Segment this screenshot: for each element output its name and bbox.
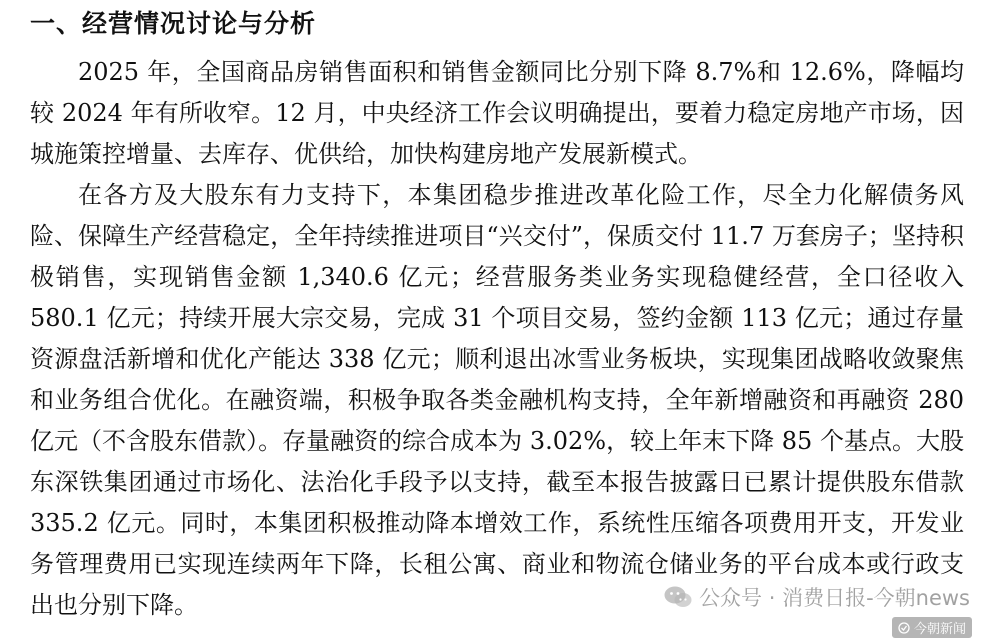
section-heading: 一、经营情况讨论与分析 bbox=[30, 9, 317, 38]
news-icon bbox=[898, 622, 910, 634]
corner-source-badge bbox=[892, 617, 972, 638]
wechat-icon bbox=[663, 584, 693, 610]
paragraph-market-overview: 2025 年，全国商品房销售面积和销售金额同比分别下降 8.7%和 12.6%，降幅均较 2024 年有所收窄。12 月，中央经济工作会议明确提出，要着力稳定房地产市场，因城施策控增量、去库存、优供给，加快构建房地产发展新模式。 bbox=[30, 58, 964, 168]
paragraph-group-operations: 在各方及大股东有力支持下，本集团稳步推进改革化险工作，尽全力化解债务风险、保障生产经营稳定，全年持续推进项目“兴交付”，保质交付 11.7 万套房子；坚持积极销售，实现销售金额 1,340.6 亿元；经营服务类业务实现稳健经营，全口径收入 580.1 亿元；持续开展大宗交易，完成 31 个项目交易，签约金额 113 亿元；通过存量资源盘活新增和优化产能达 338 亿元；顺利退出冰雪业务板块，实现集团战略收敛聚焦和业务组合优化。在融资端，积极争取各类金融机构支持，全年新增融资和再融资 280 亿元（不含股东借款）。存量融资的综合成本为 3.02%，较上年末下降 85 个基点。大股东深铁集团通过市场化、法治化手段予以支持，截至本报告披露日已累计提供股东借款 335.2 亿元。同时，本集团积极推动降本增效工作，系统性压缩各项费用开支，开发业务管理费用已实现连续两年下降，长租公寓、商业和物流仓储业务的平台成本或行政支出也分别下降。 bbox=[30, 181, 964, 619]
wechat-watermark bbox=[659, 582, 974, 612]
watermark-text: 公众号 · 消费日报-今朝news bbox=[699, 586, 970, 610]
corner-source-text: 今朝新闻 bbox=[913, 622, 966, 637]
